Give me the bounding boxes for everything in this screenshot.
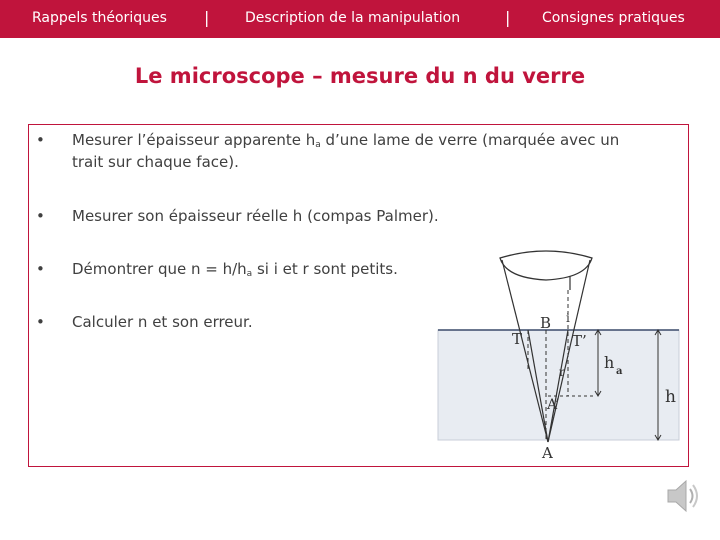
- label-i: i: [566, 311, 570, 325]
- nav-separator: |: [505, 8, 511, 27]
- label-A-prime: A’: [547, 397, 560, 413]
- bullet-text: Calculer n et son erreur.: [72, 313, 253, 331]
- nav-separator: |: [204, 8, 210, 27]
- label-T-prime: T’: [572, 332, 587, 350]
- bullet-marker: •: [36, 131, 45, 149]
- nav-consignes-pratiques[interactable]: Consignes pratiques: [542, 10, 685, 26]
- microscope-refraction-diagram: [436, 246, 686, 464]
- label-ha: h: [604, 353, 615, 372]
- bullet-text-line2: trait sur chaque face).: [72, 153, 239, 171]
- bullet-marker: •: [36, 260, 45, 278]
- top-nav-bar: [0, 0, 720, 38]
- bullet-text: Mesurer l’épaisseur apparente $h_a$ d’une lame de verre (marquée avec un: [72, 131, 620, 150]
- label-ha-subscript: a: [616, 366, 623, 377]
- label-r: r: [559, 365, 565, 379]
- bullet-marker: •: [36, 313, 45, 331]
- slide-title: Le microscope – mesure du n du verre: [134, 64, 586, 88]
- label-h: h: [665, 387, 676, 407]
- label-B: B: [540, 314, 552, 332]
- label-T: T: [512, 330, 523, 348]
- nav-rappels-theoriques[interactable]: Rappels théoriques: [32, 10, 167, 26]
- objective-lens: [500, 251, 592, 280]
- speaker-icon[interactable]: [662, 474, 706, 518]
- bullet-marker: •: [36, 207, 45, 225]
- nav-description-manipulation[interactable]: Description de la manipulation: [245, 10, 461, 26]
- bullet-text: Mesurer son épaisseur réelle h (compas Palmer).: [72, 207, 439, 225]
- label-A: A: [542, 444, 553, 462]
- bullet-text: Démontrer que $n = h/h_a$ si i et r sont petits.: [72, 260, 398, 279]
